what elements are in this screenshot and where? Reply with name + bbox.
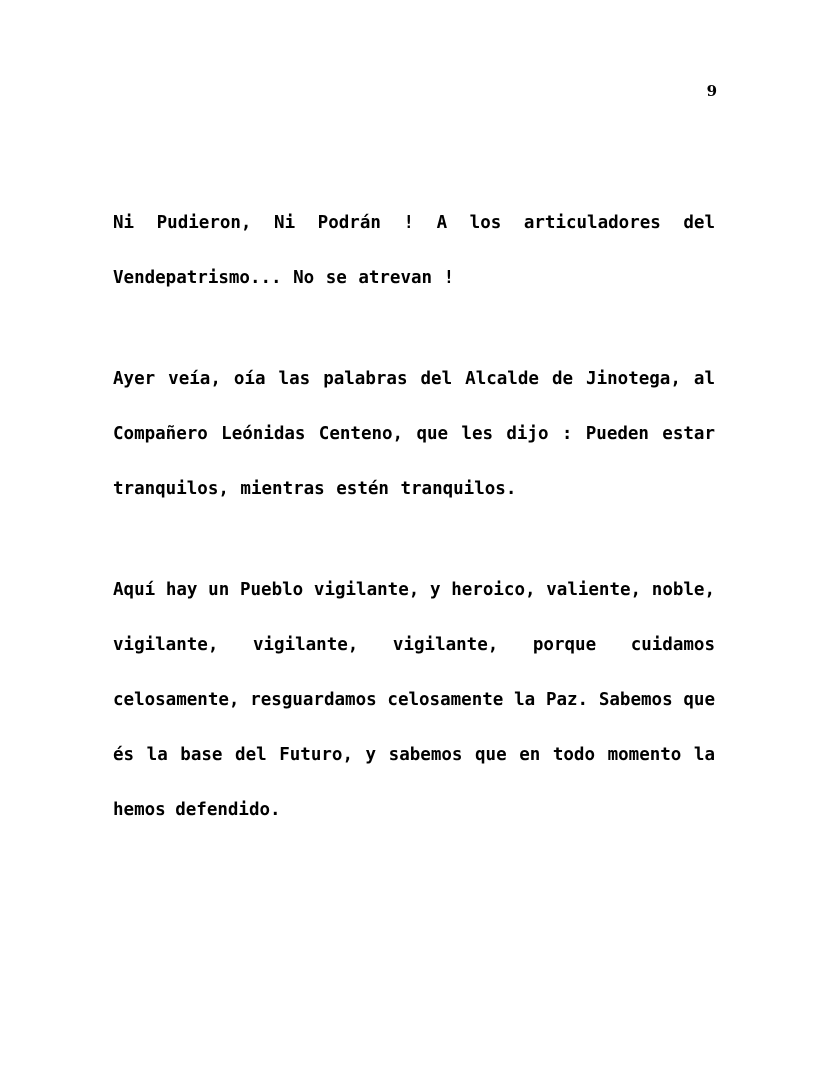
paragraph: Aquí hay un Pueblo vigilante, y heroico, valiente, noble, vigilante, vigilante, vigilante, porque cuidamos celosamente, resguardamos celosamente la Paz. Sabemos que és la base del Futuro, y sabemos que en todo momento la hemos defendido. — [113, 580, 715, 820]
paragraph: Ni Pudieron, Ni Podrán ! A los articuladores del Vendepatrismo... No se atrevan ! — [113, 213, 715, 288]
page-number: 9 — [706, 82, 717, 100]
paragraph: Ayer veía, oía las palabras del Alcalde de Jinotega, al Compañero Leónidas Centeno, que les dijo : Pueden estar tranquilos, mientras estén tranquilos. — [113, 369, 715, 499]
document-body — [113, 196, 715, 838]
